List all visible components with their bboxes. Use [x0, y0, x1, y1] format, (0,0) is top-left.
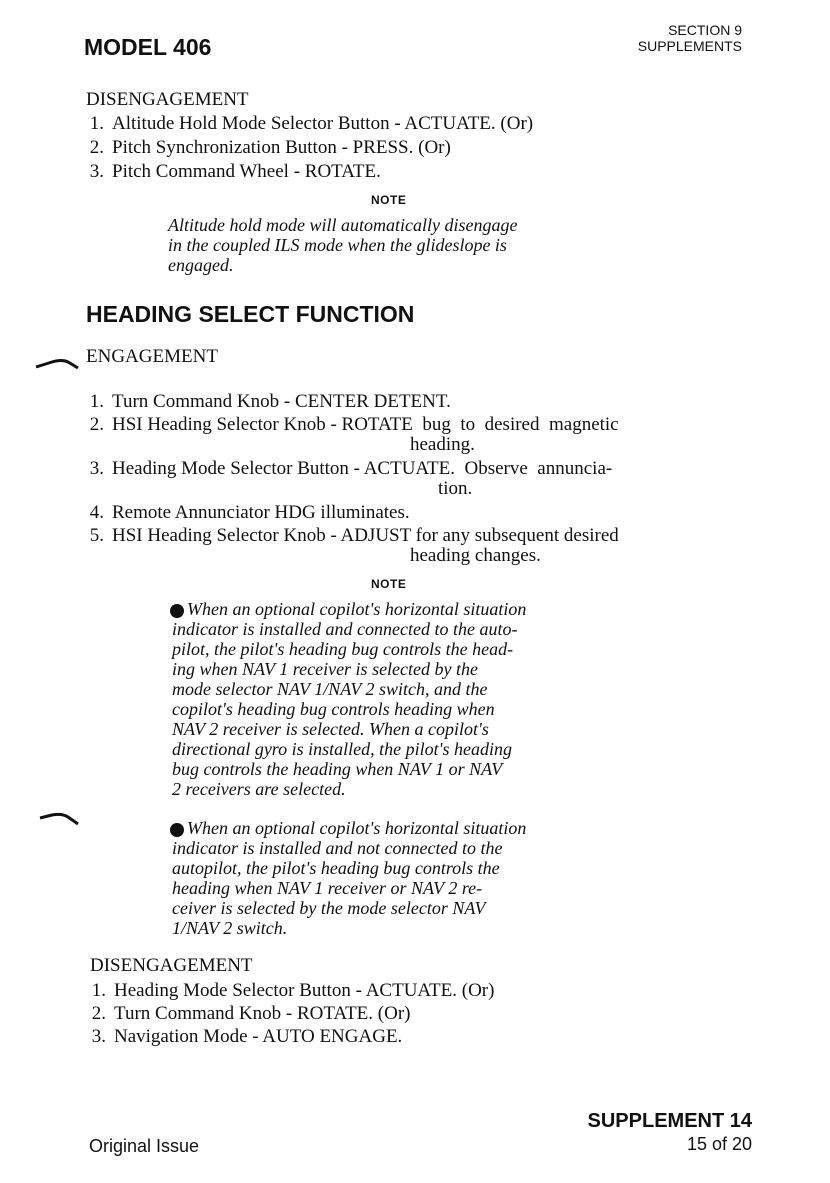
- step-text: Heading Mode Selector Button - ACTUATE. (Or): [114, 980, 495, 1001]
- note-line: 2 receivers are selected.: [172, 779, 346, 799]
- step-text: Navigation Mode - AUTO ENGAGE.: [114, 1026, 403, 1047]
- note-line: When an optional copilot's horizontal situation: [187, 818, 527, 838]
- step-number: 4.: [89, 502, 104, 523]
- step-text-continued: heading.: [410, 434, 475, 455]
- model-title: MODEL 406: [84, 34, 212, 60]
- note-line: directional gyro is installed, the pilot's heading: [172, 739, 512, 759]
- step-text: Turn Command Knob - CENTER DETENT.: [112, 391, 451, 412]
- note-line: When an optional copilot's horizontal situation: [187, 599, 527, 619]
- step-number: 3.: [89, 458, 104, 479]
- step-number: 5.: [89, 525, 104, 546]
- list-item: [82, 524, 752, 568]
- step-number: 3.: [89, 161, 104, 182]
- list-item: [84, 1002, 684, 1026]
- note-line: 1/NAV 2 switch.: [172, 918, 288, 938]
- supplement-label: SUPPLEMENT 14: [587, 1110, 752, 1132]
- step-text: Heading Mode Selector Button - ACTUATE. Observe annuncia-: [112, 458, 613, 479]
- step-text-continued: heading changes.: [410, 545, 541, 566]
- note-line: in the coupled ILS mode when the glideslope is: [168, 235, 507, 255]
- list-item: [82, 413, 752, 457]
- note-line: indicator is installed and not connected to the: [172, 838, 503, 858]
- step-number: 2.: [91, 1003, 106, 1024]
- note-bullet-2: [172, 818, 622, 938]
- list-item: [82, 390, 752, 414]
- section-label: [638, 22, 742, 54]
- list-item: [82, 160, 682, 184]
- supplements-label: SUPPLEMENTS: [637, 38, 742, 54]
- step-text: Turn Command Knob - ROTATE. (Or): [114, 1003, 411, 1024]
- step-text: Altitude Hold Mode Selector Button - ACTUATE. (Or): [112, 113, 534, 134]
- note-line: bug controls the heading when NAV 1 or NAV: [172, 759, 503, 779]
- altitude-disengagement-heading: DISENGAGEMENT: [86, 89, 249, 110]
- heading-select-title: HEADING SELECT FUNCTION: [86, 301, 415, 327]
- step-text: Remote Annunciator HDG illuminates.: [112, 502, 410, 523]
- step-number: 2.: [89, 414, 104, 435]
- list-item: [82, 457, 752, 501]
- step-text: HSI Heading Selector Knob - ADJUST for any subsequent desired: [112, 525, 619, 546]
- altitude-note: [168, 215, 618, 275]
- note-line: NAV 2 receiver is selected. When a copilot's: [172, 719, 489, 739]
- step-number: 1.: [89, 391, 104, 412]
- change-bar-icon: [34, 358, 80, 370]
- page-number: 15 of 20: [686, 1134, 752, 1154]
- note-line: pilot, the pilot's heading bug controls the head-: [172, 639, 514, 659]
- note-line: indicator is installed and connected to the auto-: [172, 619, 518, 639]
- list-item: [84, 979, 684, 1003]
- note-line: ing when NAV 1 receiver is selected by the: [172, 659, 479, 679]
- note-label: NOTE: [371, 193, 407, 207]
- note-line: autopilot, the pilot's heading bug controls the: [172, 858, 500, 878]
- note-line: ceiver is selected by the mode selector NAV: [172, 898, 486, 918]
- note-label: NOTE: [371, 577, 407, 591]
- section-number: SECTION 9: [668, 22, 742, 38]
- note-line: engaged.: [168, 255, 234, 275]
- step-number: 1.: [89, 113, 104, 134]
- list-item: [82, 136, 682, 160]
- change-bar-icon: [38, 812, 80, 826]
- note-line: mode selector NAV 1/NAV 2 switch, and the: [172, 679, 488, 699]
- step-text-continued: tion.: [438, 478, 473, 499]
- note-bullet-1: [172, 599, 622, 799]
- note-line: heading when NAV 1 receiver or NAV 2 re-: [172, 878, 483, 898]
- step-text: Pitch Synchronization Button - PRESS. (Or): [112, 137, 451, 158]
- list-item: [82, 501, 752, 525]
- heading-disengagement-heading: DISENGAGEMENT: [90, 955, 253, 976]
- step-number: 3.: [91, 1026, 106, 1047]
- list-item: [84, 1025, 684, 1049]
- step-text: HSI Heading Selector Knob - ROTATE bug to desired magnetic: [112, 414, 619, 435]
- note-line: Altitude hold mode will automatically disengage: [168, 215, 518, 235]
- step-number: 2.: [89, 137, 104, 158]
- step-text: Pitch Command Wheel - ROTATE.: [112, 161, 381, 182]
- step-number: 1.: [91, 980, 106, 1001]
- list-item: [82, 112, 682, 136]
- note-line: copilot's heading bug controls heading when: [172, 699, 495, 719]
- issue-label: Original Issue: [89, 1136, 200, 1156]
- engagement-heading: ENGAGEMENT: [86, 346, 218, 367]
